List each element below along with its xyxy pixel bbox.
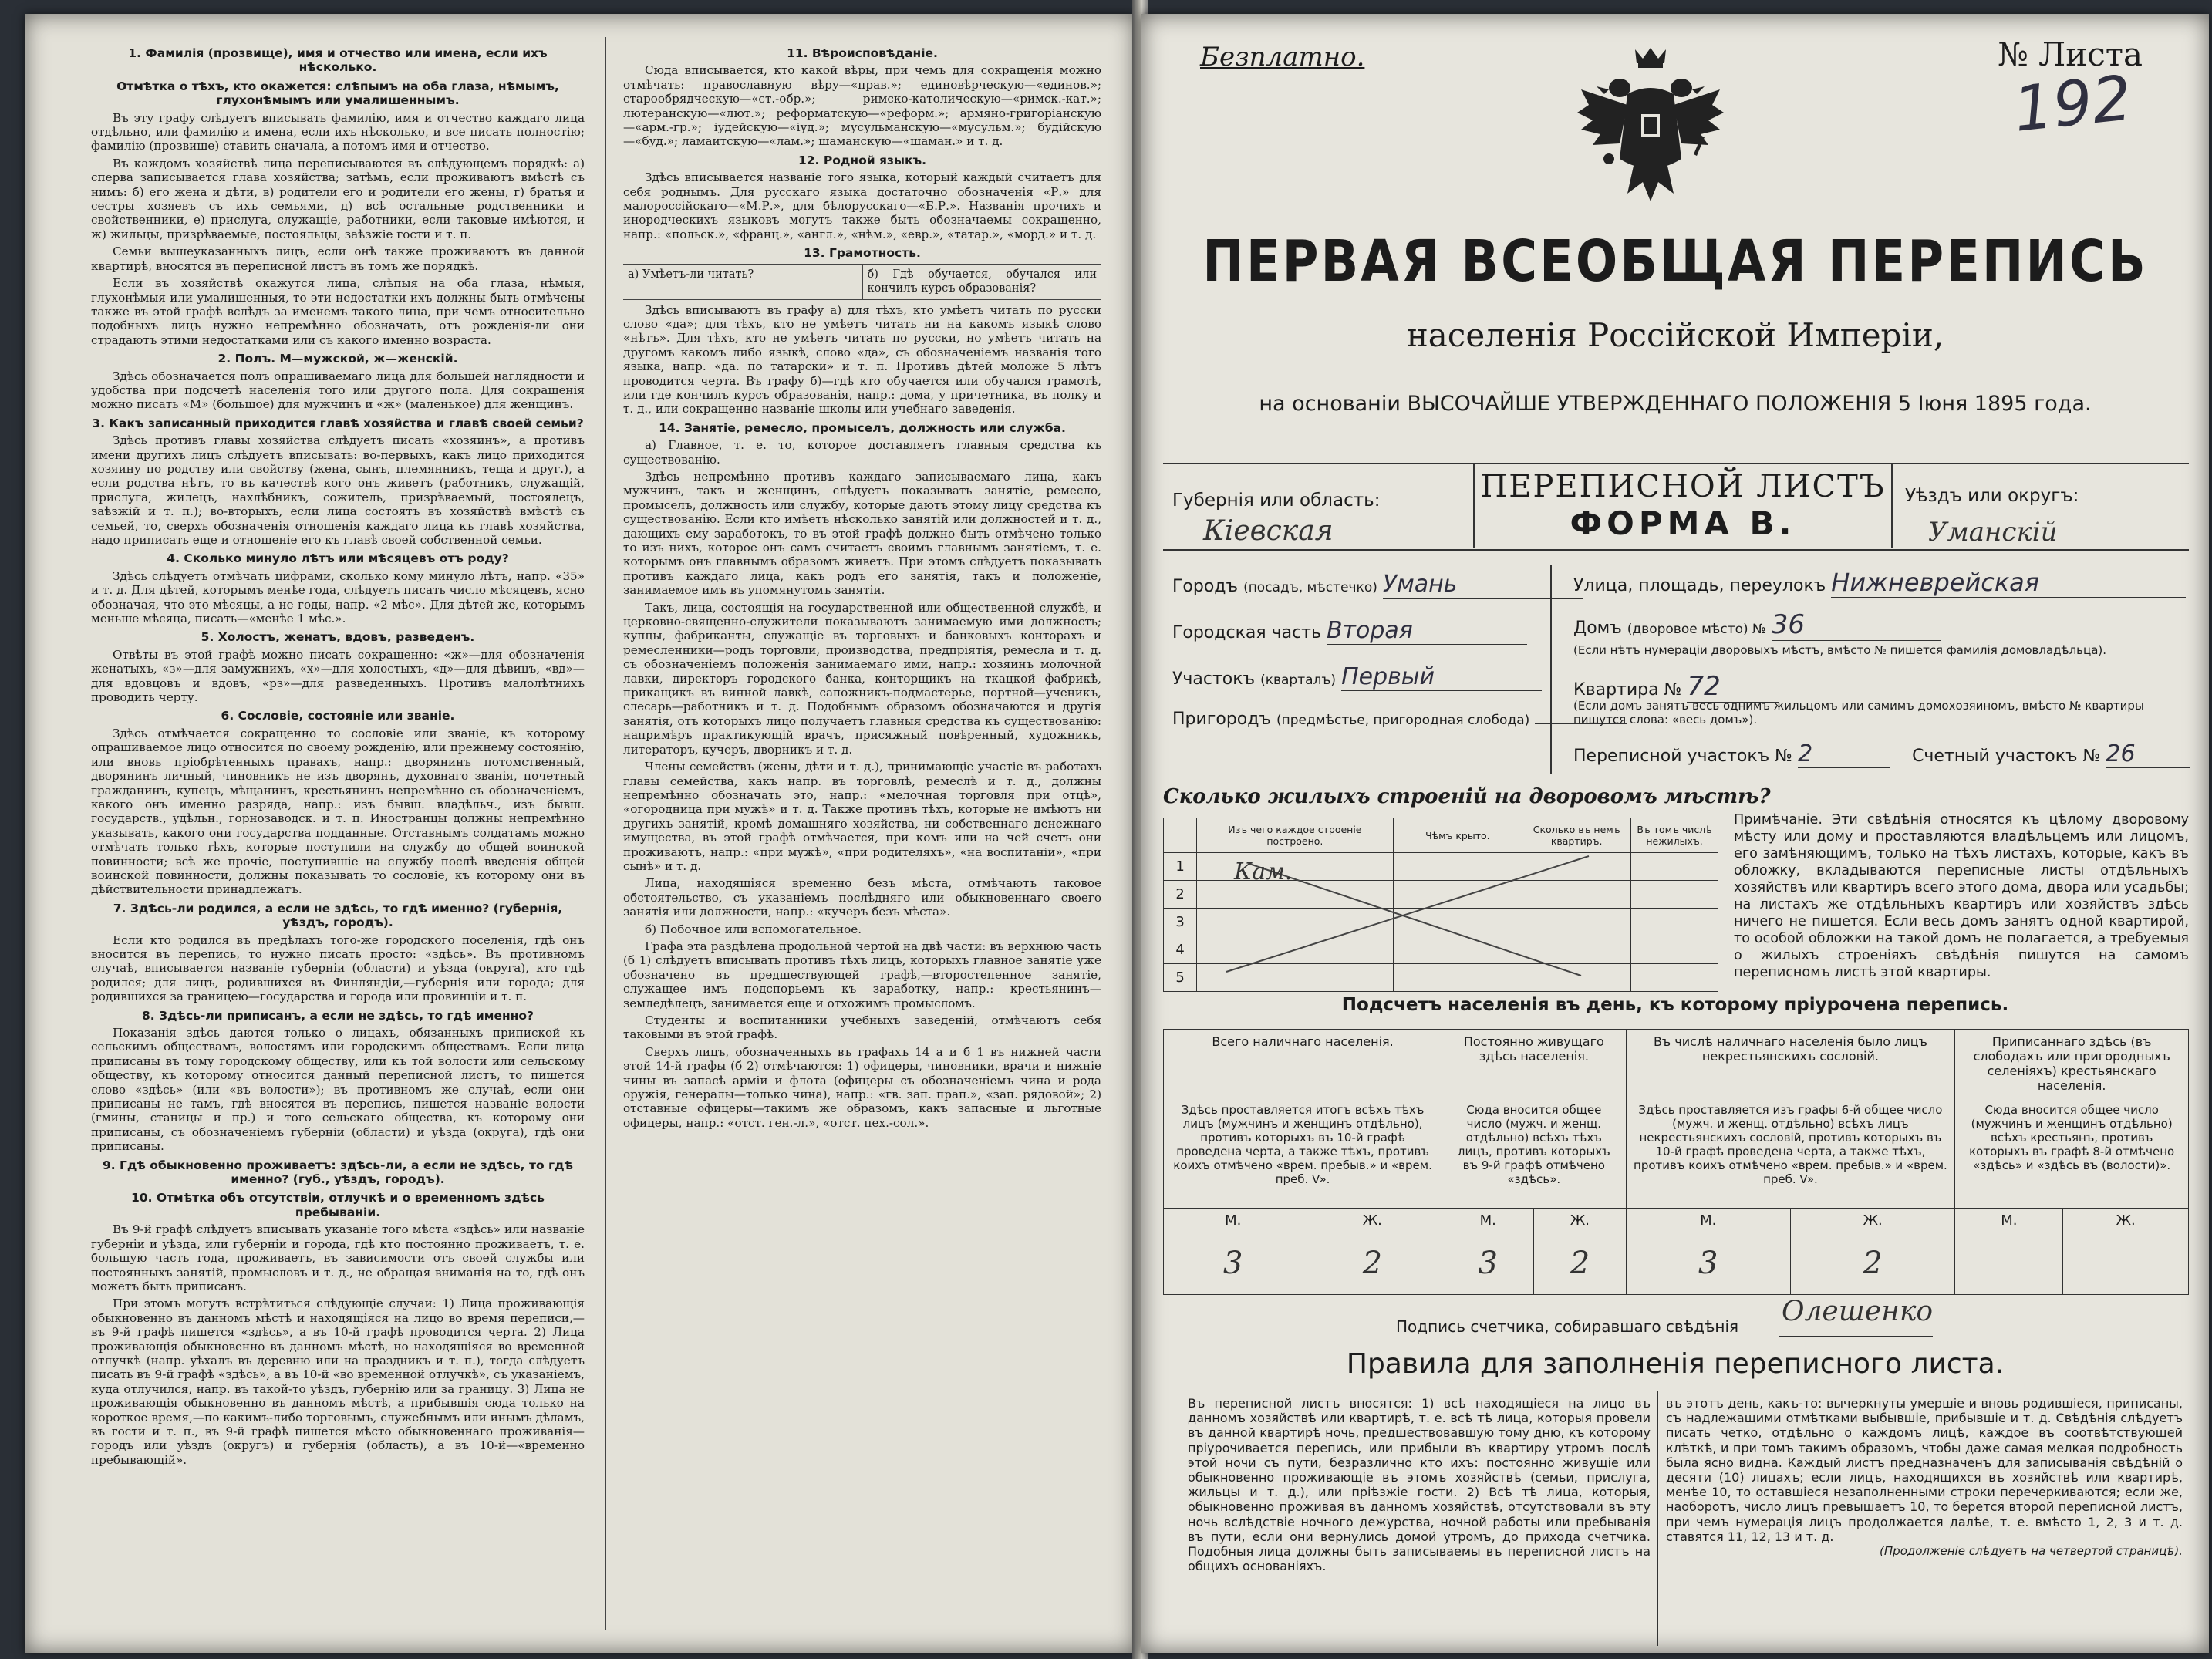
section-heading: 3. Какъ записанный приходится главѣ хозяйства и главѣ своей семьи?: [92, 416, 584, 430]
pop-female-header: Ж.: [1303, 1209, 1442, 1232]
paragraph: Если кто родился въ предѣлахъ того-же городского поселенія, гдѣ онъ вносится въ перепись, то нужно писать просто: «здѣсь». Въ противномъ случаѣ, вписывается названіе губерніи (области) и уѣзда (округа), кто гдѣ родился; для лицъ, родившихся въ Финляндіи,—губернія или города; для родившихся за границею—государства и города или провинціи и т. п.: [91, 932, 585, 1004]
buildings-num-header: [1164, 818, 1197, 853]
rules-column-2-text: въ этотъ день, какъ-то: вычеркнуты умершіе и вновь родившіеся, приписаны, съ надлежащими отмѣтками выбывшіе, прибывшіе и т. д. Свѣдѣнія слѣдуетъ писать четко, отдѣльно о каждомъ лицѣ, каждое въ соотвѣтствующей клѣткѣ, и при томъ такимъ образомъ, чтобы даже самая мелкая подробность была ясно видна. Каждый листъ предназначенъ для записыванія свѣдѣній о десяти (10) лицахъ; если лицъ, находящихся въ хозяйствѣ или квартирѣ, менѣе 10, то оставшіеся незаполненными строки перечеркиваются; если же, наоборотъ, число лицъ превышаетъ 10, то берется второй переписной листъ, при чемъ нумерація лицъ продолжается далѣе, т. е. вмѣсто 1, 2, 3 и т. д. ставятся 11, 12, 13 и т. д.: [1666, 1396, 2183, 1544]
section-heading: Отмѣтка о тѣхъ, кто окажется: слѣпымъ на оба глаза, нѣмымъ, глухонѣмымъ или умалишеннымъ.: [116, 79, 559, 108]
signature-label: Подпись счетчика, собиравшаго свѣдѣнія: [1396, 1317, 1739, 1336]
pop-count-value: 2: [1303, 1232, 1442, 1295]
count-district-label: Счетный участокъ №: [1912, 747, 2101, 766]
left-column-2: [623, 42, 1101, 1637]
census-district-label: Переписной участокъ №: [1573, 747, 1793, 766]
pop-desc-total: Здѣсь проставляется итогъ всѣхъ тѣхъ лицъ (мужчинъ и женщинъ отдѣльно), противъ которыхъ въ 10-й графѣ проведена черта, а также тѣхъ, противъ коихъ отмѣчено «врем. пребыв.» и «врем. преб. V».: [1164, 1098, 1442, 1209]
population-table: [1163, 1029, 2189, 1295]
section-heading: 13. Грамотность.: [804, 246, 921, 261]
section-heading: 5. Холостъ, женатъ, вдовъ, разведенъ.: [201, 630, 475, 645]
population-count-title: Подсчетъ населенія въ день, къ которому пріурочена перепись.: [1341, 995, 2009, 1015]
pop-count-value: [1955, 1232, 2063, 1295]
section-heading: 14. Занятіе, ремесло, промыселъ, должность или служба.: [659, 420, 1066, 435]
buildings-cell: [1631, 853, 1718, 881]
pop-male-header: М.: [1164, 1209, 1303, 1232]
pop-count-value: [2063, 1232, 2189, 1295]
rules-title: Правила для заполненія переписного листа.: [1346, 1348, 2005, 1380]
section-heading: 2. Полъ. М—мужской, ж—женскій.: [217, 352, 458, 366]
flat-label: Квартира №: [1573, 680, 1682, 700]
pop-desc-noncrestian: Здѣсь проставляется изъ графы 6-й общее число (мужч. и женщ. отдѣльно) всѣхъ лицъ некрестьянскихъ сословій, противъ которыхъ въ 10-й графѣ проведена черта, а также тѣхъ, противъ коихъ отмѣчено «врем. пребыв.» и «врем. преб. V».: [1626, 1098, 1955, 1209]
pop-female-header: Ж.: [1790, 1209, 1954, 1232]
paragraph: Семьи вышеуказанныхъ лицъ, если онѣ также проживаютъ въ данной квартирѣ, вносятся въ переписной листъ въ томъ же порядкѣ.: [91, 244, 585, 273]
paragraph: Здѣсь отмѣчается сокращенно то сословіе или званіе, къ которому опрашиваемое лицо относится по своему рожденію, или прежнему состоянію, или вновь пріобрѣтенныхъ правахъ, напр.: дворянинъ потомственный, дворянинъ личный, чиновникъ не изъ дворянъ, духовнаго званія, почетный гражданинъ, купецъ, мѣщанинъ, крестьянинъ непремѣнно съ обозначеніемъ, какого онъ именно разряда, напр.: изъ бывш. владѣльч., изъ бывш. государств., удѣльн., горнозаводск. и т. п. Иностранцы должны непремѣнно указывать, какого они государства подданные. Отставнымъ солдатамъ можно отмѣчать только тѣхъ, которые поступили на службу до общей воинской повинности; всѣ же прочіе, поступившіе на службу послѣ введенія общей воинской повинности, должны показывать то сословіе, къ которому они въ дѣйствительности принадлежатъ.: [91, 726, 585, 897]
paragraph: Въ эту графу слѣдуетъ вписывать фамилію, имя и отчество каждаго лица отдѣльно, или фамилію и имена, если ихъ нѣсколько, и все писать полностію; фамилію (прозвище) ставить сначала, а потомъ имя и отчество.: [91, 110, 585, 153]
paragraph: Здѣсь обозначается полъ опрашиваемаго лица для большей наглядности и удобства при подсчетѣ населенія того или другого пола. Для сокращенія можно писать «М» (большое) для мужчинъ и «ж» (маленькое) для женщинъ.: [91, 369, 585, 412]
address-divider: [1550, 565, 1552, 774]
pop-male-header: М.: [1626, 1209, 1790, 1232]
signature-line: [1779, 1336, 1933, 1337]
free-label: Безплатно.: [1200, 42, 1365, 72]
buildings-question: Сколько жилыхъ строеній на дворовомъ мѣстѣ?: [1163, 785, 1771, 808]
paragraph: Лица, находящіяся временно безъ мѣста, отмѣчаютъ таковое обстоятельство, съ указаніемъ послѣдняго или обыкновеннаго своего занятія или должности, напр.: «кучеръ безъ мѣста».: [623, 876, 1101, 919]
gubernia-label: Губернія или область:: [1172, 491, 1381, 511]
column-divider: [605, 37, 606, 1630]
section-heading: 9. Гдѣ обыкновенно проживаетъ: здѣсь-ли, а если не здѣсь, то гдѣ именно? (губ., уѣздъ, городъ).: [102, 1158, 574, 1187]
house-small: (дворовое мѣсто) №: [1627, 622, 1766, 637]
pop-header-peasant: Приписаннаго здѣсь (въ слободахъ или пригородныхъ селеніяхъ) крестьянскаго населенія.: [1955, 1030, 2189, 1098]
address-field-hint: (посадъ, мѣстечко): [1243, 580, 1377, 595]
form-title: ФОРМА В.: [1570, 504, 1796, 542]
paragraph: Здѣсь противъ главы хозяйства слѣдуетъ писать «хозяинъ», а противъ имени другихъ лицъ слѣдуетъ вписывать: во-первыхъ, какъ лицо приходится хозяину по родству или свойству (жена, сынъ, племянникъ, теща и друг.), а если родства нѣтъ, то въ качествѣ кого онъ живетъ (работникъ, служащій, прислуга, жилецъ, нахлѣбникъ, сожитель, призрѣваемый, постоялецъ, заѣзжій и т. п.); во-вторыхъ, если лица состоятъ въ хозяйствѣ вмѣстѣ съ семьей, то, сверхъ обозначенія отношенія каждаго лица къ главѣ хозяйства, надо приписать еще и отношеніе его къ главѣ своей собственной семьи.: [91, 433, 585, 547]
sheet-number-value: 192: [2010, 62, 2136, 146]
left-column-1: [91, 42, 585, 1637]
paragraph: Показанія здѣсь даются только о лицахъ, обязанныхъ припиской къ сельскимъ обществамъ, волостямъ или городскимъ обществамъ. Если лица приписаны въ тому городскому обществу, или къ той волости или сельскому обществу, къ которому относится данный переписной листъ, то пишется слово «здѣсь» (или «въ волости»); въ противномъ же случаѣ, если они приписаны не тамъ, гдѣ вносятся въ перепись, пишется названіе волости (гмины, станицы и пр.) и того сельскаго общества, къ которому они приписаны, съ обозначеніемъ губерніи (области) и уѣзда (округа), гдѣ они приписаны.: [91, 1026, 585, 1154]
buildings-row-num: 2: [1164, 881, 1197, 909]
left-page: [25, 14, 1135, 1653]
paragraph: Если въ хозяйствѣ окажутся лица, слѣпыя на оба глаза, нѣмыя, глухонѣмыя или умалишенныя, то эти недостатки ихъ должны быть отмѣчены также въ этой графѣ вслѣдъ за именемъ такого лица, при чемъ относительно подобныхъ лицъ нужно непремѣнно обозначать, отъ рожденія-ли они страдаютъ этими недостатками или съ какого именно возраста.: [91, 276, 585, 347]
paragraph: Графа эта раздѣлена продольной чертой на двѣ части: въ верхнюю часть (б 1) слѣдуетъ вписывать противъ тѣхъ лицъ, которыхъ главное занятіе уже обозначено въ предшествующей графѣ,—второстепенное занятіе, служащее имъ подспорьемъ къ заработку, напр.: крестьянинъ—земледѣлецъ, занимается еще и отхожимъ промысломъ.: [623, 939, 1101, 1010]
section-heading: 12. Родной языкъ.: [797, 153, 927, 167]
double-headed-eagle-icon: [1573, 43, 1728, 205]
paragraph: Здѣсь слѣдуетъ отмѣчать цифрами, сколько кому минуло лѣтъ, напр. «35» и т. д. Для дѣтей, которымъ менѣе года, слѣдуетъ писать число мѣсяцевъ, ясно обозначая, что это мѣсяцы, а не годы, напр. «2 мѣс». Для дѣтей же, которымъ меньше мѣсяца, писать—«менѣе 1 мѣс.».: [91, 568, 585, 626]
buildings-note: Примѣчаніе. Эти свѣдѣнія относятся къ цѣлому дворовому мѣсту или дому и проставляются владѣльцемъ или лицомъ, его замѣняющимъ, только на тѣхъ листахъ, которые, какъ въ обложку, вкладываются переписные листы отдѣльныхъ хозяйствъ или квартиръ всего этого дома, двора или усадьбы; на листахъ же отдѣльныхъ квартиръ или хозяйствъ здѣсь ничего не пишется. Если весь домъ занятъ одной квартирой, то особой обложки на такой домъ не полагается, а требуемыя о жилыхъ строеніяхъ свѣдѣнія пишутся на самомъ переписномъ листѣ этой квартиры.: [1734, 812, 2189, 980]
literacy-a: а) Умѣетъ-ли читать?: [628, 268, 754, 281]
flat-note: (Если домъ занятъ весь однимъ жильцомъ или самимъ домохозяиномъ, вмѣсто № квартиры пишутся слова: «весь домъ»).: [1573, 699, 2144, 727]
paragraph: Въ 9-й графѣ слѣдуетъ вписывать указаніе того мѣста «здѣсь» или названіе губерніи и уѣзда, или губерніи и города, гдѣ кто постоянно проживаетъ, т. е. большую часть года, проживаетъ, въ зависимости отъ своей службы или постоянныхъ занятій, промысловъ и т. д., не обращая вниманія на то, гдѣ онъ можетъ быть приписанъ.: [91, 1222, 585, 1293]
pop-female-header: Ж.: [1534, 1209, 1626, 1232]
count-district-value: 26: [2106, 740, 2190, 768]
section-heading: 10. Отмѣтка объ отсутствіи, отлучкѣ и о временномъ здѣсь пребываніи.: [131, 1191, 545, 1219]
flat-value: 72: [1687, 671, 1779, 703]
address-field-label: Городская часть: [1172, 623, 1321, 642]
buildings-row-num: 1: [1164, 853, 1197, 881]
literacy-subheaders: [623, 264, 1101, 300]
house-field: [1573, 609, 1941, 641]
street-value: Нижневрейская: [1831, 568, 2186, 598]
paragraph: Здѣсь вписывается названіе того языка, который каждый считаетъ для себя роднымъ. Для русскаго языка достаточно обозначенія «Р.» для малороссійскаго—«М.Р.», для бѣлорусскаго—«Б.Р.». Названія прочихъ и инородческихъ языковъ могутъ также быть обозначаемы сокращенно, напр.: «польск.», «франц.», «англ.», «нѣм.», «евр.», «татар.», «морд.» и т. д.: [623, 170, 1101, 241]
buildings-header-material: Изъ чего каждое строеніе построено.: [1197, 818, 1393, 853]
buildings-row-num: 5: [1164, 964, 1197, 992]
strike-through-cross: [1219, 848, 1604, 980]
buildings-cell: [1631, 909, 1718, 936]
pop-header-total: Всего наличнаго населенія.: [1164, 1030, 1442, 1098]
rules-column-1: Въ переписной листъ вносятся: 1) всѣ находящіеся на лицо въ данномъ хозяйствѣ или квартирѣ, т. е. всѣ тѣ лица, которыя провели въ данной квартирѣ ночь, предшествовавшую тому дню, къ которому пріурочивается перепись, или прибыли въ квартиру утромъ послѣ этой ночи съ пути, безразлично кто ихъ: постоянно живущіе или обыкновенно проживающіе въ этомъ хозяйствѣ (семьи, прислуга, жильцы и т. д.), или пріѣзжіе гости. 2) Всѣ тѣ лица, которыя, обыкновенно проживая въ данномъ хозяйствѣ, отсутствовали въ эту ночь вслѣдствіе ночного дежурства, ночной работы или пребыванія въ пути, если они вернулись домой утромъ, до прихода счетчика. Подобныя лица должны быть записываемы въ переписной листъ на общихъ основаніяхъ.: [1188, 1396, 1651, 1574]
flat-field: [1573, 671, 1779, 703]
house-label: Домъ: [1573, 619, 1622, 638]
pop-count-value: 3: [1626, 1232, 1790, 1295]
rules-divider: [1657, 1391, 1658, 1646]
uezd-value: Уманскій: [1928, 517, 2058, 548]
section-heading: 1. Фамилія (прозвище), имя и отчество или имена, если ихъ нѣсколько.: [128, 46, 548, 75]
paragraph: Сверхъ лицъ, обозначенныхъ въ графахъ 14 а и б 1 въ нижней части этой 14-й графы (б 2) отмѣчаются: 1) офицеры, чиновники, врачи и нижніе чины въ запасѣ арміи и флота (офицеры съ обозначеніемъ чина и рода оружія, генералы—только чина), напр.: «гв. зап. прап.», «зап. рядовой»; 2) отставные офицеры—такимъ же образомъ, какъ запасные и льготные офицеры, напр.: «отст. ген.-л.», «отст. пех.-сол.».: [623, 1044, 1101, 1130]
pop-count-value: 2: [1790, 1232, 1954, 1295]
address-field-value: Вторая: [1327, 617, 1527, 645]
pop-desc-peasant: Сюда вносится общее число (мужчинъ и женщинъ отдѣльно) всѣхъ крестьянъ, противъ которыхъ въ графѣ 8-й отмѣчено «здѣсь» и «здѣсь въ (волости)».: [1955, 1098, 2189, 1209]
address-field: [1172, 663, 1542, 691]
gubernia-value: Кіевская: [1203, 515, 1334, 547]
literacy-b: б) Гдѣ обучается, обучался или кончилъ курсъ образованія?: [862, 265, 1102, 299]
section-heading: 6. Сословіе, состояніе или званіе.: [221, 709, 455, 723]
pop-count-value: 3: [1442, 1232, 1534, 1295]
pop-female-header: Ж.: [2063, 1209, 2189, 1232]
address-field-label: Пригородъ: [1172, 710, 1272, 729]
buildings-header-nonres: Въ томъ числѣ нежилыхъ.: [1631, 818, 1718, 853]
sheet-number-label: № Листа: [1998, 35, 2143, 73]
paragraph: Здѣсь непремѣнно противъ каждаго записываемаго лица, какъ мужчинъ, такъ и женщинъ, слѣдуетъ показывать занятіе, ремесло, промыселъ, должность или службу, которые даютъ этому лицу средства къ существованію. Если кто имѣетъ нѣсколько занятій или должностей и т. д., дающихъ ему заработокъ, то въ этой графѣ должно быть отмѣчено только то изъ нихъ, которое онъ самъ считаетъ своимъ главнымъ занятіемъ, т. е. которымъ онъ главнымъ образомъ живетъ. При этомъ слѣдуетъ показывать противъ каждаго лица, какъ родъ его занятія, такъ и положеніе, занимаемое имъ въ упомянутомъ занятіи.: [623, 469, 1101, 598]
paragraph: Такъ, лица, состоящія на государственной или общественной службѣ, и церковно-священно-служители показываютъ занимаемую ими должность; купцы, фабриканты, служащіе въ торговыхъ и банковыхъ конторахъ и ремесленники—родъ торговли, производства, предпріятія, ремесла и т. д. съ обозначеніемъ положенія занимаемаго ими, напр.: хозяинъ молочной лавки, директоръ городского банка, конторщикъ на ткацкой фабрикѣ, прикащикъ въ винной лавкѣ, сапожникъ-подмастерье, портной—ученикъ, слесарь—работникъ и т. д. Подобнымъ образомъ обозначаются и другія занятія, отъ которыхъ лицо получаетъ главныя средства къ существованію: напримѣръ практикующій врачъ, присяжный повѣренный, художникъ, литераторъ, кучеръ, дворникъ и т. д.: [623, 600, 1101, 757]
address-field: [1172, 617, 1527, 645]
address-field-hint: (предмѣстье, пригородная слобода): [1276, 713, 1530, 728]
buildings-cell: [1631, 881, 1718, 909]
paragraph: Члены семействъ (жены, дѣти и т. д.), принимающіе участіе въ работахъ главы семейства, какъ напр. въ торговлѣ, ремеслѣ и т. д., должны непремѣнно обозначать это, напр.: «мелочная торговля при отцѣ», «огородница при мужѣ» и т. д. Также противъ тѣхъ, которые не имѣютъ ни другихъ занятій, кромѣ домашняго хозяйства, ни собственнаго денежнаго имущества, въ этой графѣ отмѣчается, при комъ или на чей счетъ они проживаютъ, напр.: «при мужѣ», «при родителяхъ», «на воспитаніи», «при сынѣ» и т. д.: [623, 760, 1101, 873]
buildings-header-flats: Сколько въ немъ квартиръ.: [1522, 818, 1631, 853]
pop-desc-permanent: Сюда вносится общее число (мужч. и женщ. отдѣльно) всѣхъ тѣхъ лицъ, противъ которыхъ въ 9-й графѣ отмѣчено «здѣсь».: [1442, 1098, 1626, 1209]
paragraph: Здѣсь вписываютъ въ графу а) для тѣхъ, кто умѣетъ читать по русски слово «да»; для тѣхъ, кто не умѣетъ читать ни на какомъ языкѣ слово «нѣтъ». Для тѣхъ, кто не умѣетъ читать по русски, но умѣетъ читать на другомъ какомъ либо языкѣ, слово «да», съ обозначеніемъ названія того языка, напр. «да. по татарски» и т. п. Противъ дѣтей моложе 5 лѣтъ проводится черта. Въ графу б)—гдѣ кто обучается или обучался грамотѣ, или где кончилъ курсъ образованія, напр.: дома, у причетника, въ полку и т. д., или сокращенно названіе школы или учебнаго заведенія.: [623, 302, 1101, 416]
uezd-label: Уѣздъ или округъ:: [1905, 486, 2079, 506]
house-value: 36: [1772, 609, 1941, 641]
address-field-hint: (кварталъ): [1260, 673, 1337, 688]
paragraph: а) Главное, т. е. то, которое доставляетъ главныя средства къ существованію.: [623, 438, 1101, 467]
signature-value: Олешенко: [1782, 1296, 1934, 1327]
census-district-value: 2: [1798, 740, 1890, 768]
street-field: [1573, 568, 2186, 598]
buildings-header-roof: Чѣмъ крыто.: [1393, 818, 1522, 853]
pop-header-permanent: Постоянно живущаго здѣсь населенія.: [1442, 1030, 1626, 1098]
section-heading: 7. Здѣсь-ли родился, а если не здѣсь, то гдѣ именно? (губернія, уѣздъ, городъ).: [113, 901, 563, 930]
address-field-value: Умань: [1383, 571, 1583, 599]
paragraph: При этомъ могутъ встрѣтиться слѣдующіе случаи: 1) Лица проживающія обыкновенно въ данномъ мѣстѣ и находящіяся на лицо во время переписи,—въ 9-й графѣ пишется «здѣсь», а въ 10-й графѣ проводится черта. 2) Лица проживающія обыкновенно въ данномъ мѣстѣ, но находящіяся во временной отлучкѣ (напр. уѣхалъ въ деревню или на праздникъ и т. п.), тогда слѣдуетъ писать въ 9-й графѣ «здѣсь», а въ 10-й «во временной отлучкѣ», съ указаніемъ, куда отлучился, напр. въ такой-то уѣздъ, губернію или за границу. 3) Лица не проживающія обыкновенно въ данномъ мѣстѣ, а прибывшія сюда только на короткое время,—по какимъ-либо торговымъ, служебнымъ или инымъ дѣламъ, въ гости и т. п., въ 9-й графѣ пишется мѣсто обыкновеннаго проживанія—городъ или уѣздъ (округъ) и губернія (область), а въ 10-й—«временно пребывающій».: [91, 1297, 585, 1467]
district-fields: [1573, 740, 2190, 768]
house-note: (Если нѣтъ нумераціи дворовыхъ мѣстъ, вмѣсто № пишется фамилія домовладѣльца).: [1573, 643, 2107, 657]
pop-count-value: 3: [1164, 1232, 1303, 1295]
paragraph: Отвѣты въ этой графѣ можно писать сокращенно: «ж»—для обозначенія женатыхъ, «з»—для замужнихъ, «х»—для холостыхъ, «д»—для дѣвицъ, «вд»—для вдовцовъ и вдовъ, «рз»—для разведенныхъ. Противъ малолѣтнихъ проводить черту.: [91, 647, 585, 705]
street-label: Улица, площадь, переулокъ: [1573, 576, 1826, 595]
list-title: ПЕРЕПИСНОЙ ЛИСТЪ: [1480, 469, 1886, 504]
address-field-label: Участокъ: [1172, 669, 1256, 689]
rules-continue: (Продолженіе слѣдуетъ на четвертой страницѣ).: [1880, 1544, 2183, 1559]
address-field: [1172, 710, 1627, 729]
section-heading: 11. Вѣроисповѣданіе.: [787, 46, 938, 60]
section-heading: 4. Сколько минуло лѣтъ или мѣсяцевъ отъ роду?: [167, 551, 509, 566]
section-heading: 8. Здѣсь-ли приписанъ, а если не здѣсь, то гдѣ именно?: [141, 1008, 534, 1023]
paragraph: Сюда вписывается, кто какой вѣры, при чемъ для сокращенія можно отмѣчать: православную вѣру—«прав.»; единовѣрческую—«единов.»; старообрядческую—«ст.-обр.»; римско-католическую—«римск.-кат.»; лютеранскую—«лют.»; реформатскую—«реформ.»; армяно-григоріанскую—«арм.-гр.»; іудейскую—«іуд.»; мусульманскую—«мусульм.»; будійскую—«буд.»; ламаитскую—«лам.»; шаманскую—«шаман.» и т. д.: [623, 63, 1101, 149]
buildings-row-num: 3: [1164, 909, 1197, 936]
pop-male-header: М.: [1442, 1209, 1534, 1232]
address-field-label: Городъ: [1172, 577, 1239, 596]
paragraph: б) Побочное или вспомогательное.: [645, 922, 862, 936]
pop-count-value: 2: [1534, 1232, 1626, 1295]
rules-column-2: [1666, 1396, 2183, 1559]
buildings-cell: [1631, 964, 1718, 992]
buildings-cell: [1631, 936, 1718, 964]
right-page: [1141, 14, 2209, 1653]
census-basis: на основаніи ВЫСОЧАЙШЕ УТВЕРЖДЕННАГО ПОЛОЖЕНІЯ 5 Іюня 1895 года.: [1259, 392, 2092, 416]
paragraph: Студенты и воспитанники учебныхъ заведеній, отмѣчаютъ себя таковыми въ этой графѣ.: [623, 1013, 1101, 1042]
buildings-row1-value: Кам.: [1234, 858, 1293, 885]
paragraph: Въ каждомъ хозяйствѣ лица переписываются въ слѣдующемъ порядкѣ: а) сперва записывается глава хозяйства; затѣмъ, если проживаютъ вмѣстѣ съ нимъ: б) его жена и дѣти, в) родители его и родители его жены, г) братья и сестры хозяевъ съ ихъ семьями, д) всѣ остальные родственники и свойственники, е) прислуга, служащіе, работники, если таковые имѣются, и ж) жильцы, призрѣваемые, постояльцы, заѣзжіе гости и т. п.: [91, 156, 585, 241]
census-subtitle: населенія Россійской Имперіи,: [1406, 316, 1944, 354]
pop-male-header: М.: [1955, 1209, 2063, 1232]
list-title-box: [1473, 463, 1893, 548]
census-title: ПЕРВАЯ ВСЕОБЩАЯ ПЕРЕПИСЬ: [1202, 229, 2148, 295]
address-field: [1172, 571, 1583, 599]
buildings-row-num: 4: [1164, 936, 1197, 964]
pop-header-noncrestian: Въ числѣ наличнаго населенія было лицъ некрестьянскихъ сословій.: [1626, 1030, 1955, 1098]
address-field-value: Первый: [1341, 663, 1542, 691]
